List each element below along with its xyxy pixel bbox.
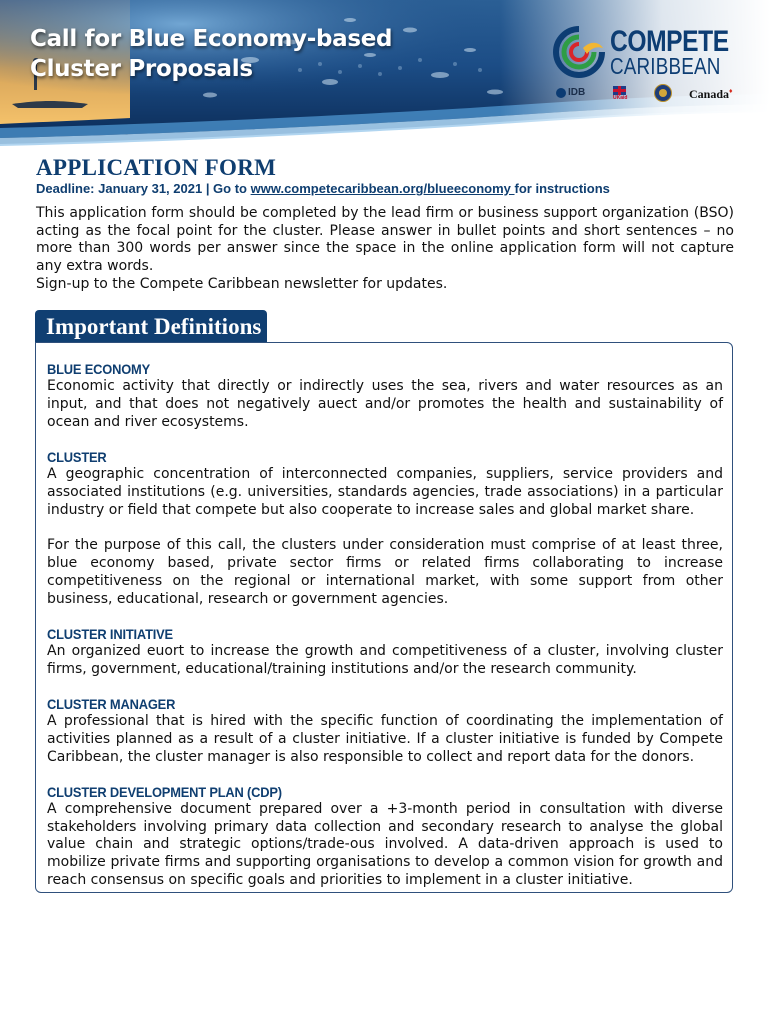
compete-caribbean-logo bbox=[553, 26, 763, 80]
canada-label: Canada bbox=[689, 87, 730, 101]
definition-cluster-initiative bbox=[47, 626, 723, 679]
definition-cluster bbox=[47, 449, 723, 609]
header-banner bbox=[0, 0, 770, 148]
definition-text: A geographic concentration of interconnected companies, suppliers, service providers and associated institutions (e.g. universities, standards agencies, trade associations) in a particular industry or field that compete but also cooperate to increase sales and global market share. bbox=[47, 465, 723, 518]
deadline-line bbox=[36, 181, 756, 197]
definition-blue-economy bbox=[47, 361, 723, 432]
definition-term: CLUSTER bbox=[47, 448, 107, 465]
ukaid-logo bbox=[613, 86, 627, 106]
definition-text: A comprehensive document prepared over a +3-month period in consultation with diverse stakeholders involving primary data collection and secondary research to analyse the global value chain and strategic options/trade-ous involved. A data-driven approach is used to mobilize private firms and supporting organisations to develop a common vision for growth and reach consensus on specific goals and priorities to implement in a cluster initiative. bbox=[47, 800, 723, 889]
definition-text: A professional that is hired with the specific function of coordinating the implementation of activities planned as a result of a cluster initiative. If a cluster initiative is funded by Compete Caribbean, the cluster manager is also responsible to collect and report data for the donors. bbox=[47, 712, 723, 765]
definitions-tab-label: Important Definitions bbox=[46, 314, 262, 339]
definition-cluster-manager bbox=[47, 696, 723, 767]
deadline-prefix: Deadline: January 31, 2021 | Go to bbox=[36, 181, 251, 196]
intro-text bbox=[36, 205, 734, 294]
definition-cluster-development-plan bbox=[47, 784, 723, 891]
banner-title bbox=[30, 24, 430, 84]
brand-name-bottom: CARIBBEAN bbox=[610, 53, 721, 79]
partner-logos bbox=[556, 84, 746, 104]
intro-paragraph: This application form should be completed by the lead firm or business support organization (BSO) acting as the focal point for the cluster. Please answer in bullet points and short sentences – no more than 300 words per answer since the space in the online application form will not capture any extra words. bbox=[36, 205, 734, 275]
deadline-suffix: for instructions bbox=[514, 181, 610, 196]
page-title: APPLICATION FORM bbox=[36, 155, 277, 180]
newsletter-note: Sign-up to the Compete Caribbean newsletter for updates. bbox=[36, 275, 448, 292]
definitions-tab bbox=[35, 310, 267, 342]
definition-text-additional: For the purpose of this call, the clusters under consideration must comprise of at least three, blue economy based, private sector firms or related firms collaborating to increase competitiveness on the regional or international market, with some support from other business, educational, research or government agencies. bbox=[47, 537, 723, 608]
banner-title-line-2: Cluster Proposals bbox=[30, 56, 253, 82]
idb-icon bbox=[556, 88, 566, 98]
brand-name-top: COMPETE bbox=[610, 25, 729, 58]
ukaid-label: UKaid bbox=[613, 95, 628, 101]
uk-flag-icon bbox=[613, 86, 626, 95]
definition-term: BLUE ECONOMY bbox=[47, 361, 150, 377]
idb-logo bbox=[556, 84, 585, 104]
wave-swirl-icon bbox=[553, 26, 605, 78]
definition-term: CLUSTER DEVELOPMENT PLAN (CDP) bbox=[47, 783, 282, 800]
definition-term: CLUSTER MANAGER bbox=[47, 695, 176, 712]
instructions-link[interactable]: www.competecaribbean.org/blueeconomy bbox=[250, 181, 515, 196]
definition-term: CLUSTER INITIATIVE bbox=[47, 626, 173, 643]
canada-logo bbox=[689, 87, 733, 107]
definitions-list bbox=[47, 361, 723, 890]
maple-leaf-icon: ♦ bbox=[729, 87, 733, 95]
government-seal-icon bbox=[654, 84, 672, 102]
banner-title-line-1: Call for Blue Economy-based bbox=[30, 26, 393, 52]
definition-text: Economic activity that directly or indirectly uses the sea, rivers and water resources as an input, and that does not negatively auect and/or promotes the health and sustainability of ocean and river ecosystems. bbox=[47, 378, 723, 430]
idb-label: IDB bbox=[568, 87, 586, 99]
definition-text: An organized euort to increase the growth and competitiveness of a cluster, involving cluster firms, government, educational/training institutions and/or the research community. bbox=[47, 643, 723, 677]
